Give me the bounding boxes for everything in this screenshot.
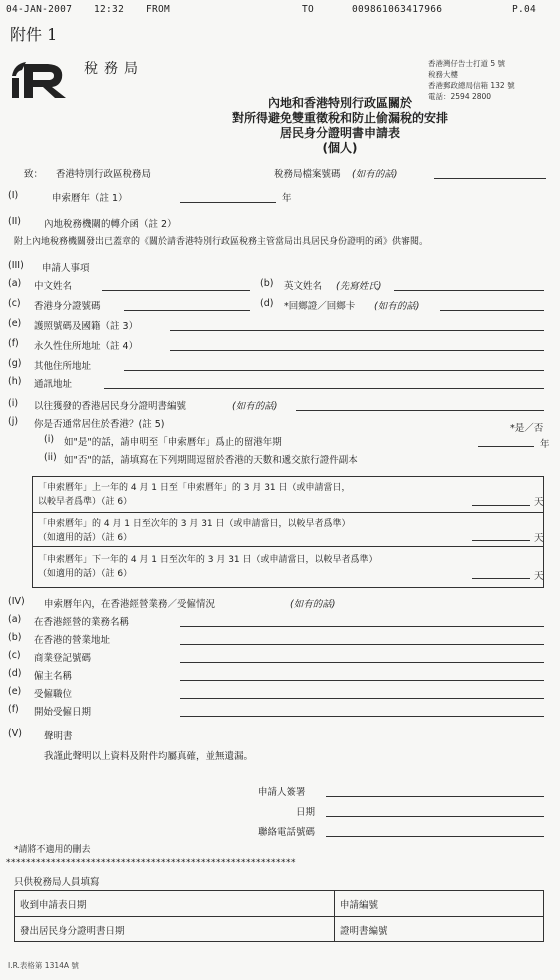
sec1-num: (I) — [8, 190, 19, 201]
item-id: (d) — [8, 668, 22, 679]
hkid-label: 香港身分證號碼 — [34, 301, 101, 312]
item-id: (a) — [8, 614, 22, 625]
sec2-text: 附上內地稅務機關發出已蓋章的《關於請香港特別行政區稅務主管當局出具居民身份證明的函》供審閱。 — [14, 237, 429, 247]
signature-field[interactable] — [326, 796, 544, 797]
item-id: (i) — [44, 434, 55, 445]
phone-label: 聯絡電話號碼 — [258, 827, 316, 838]
title-line: 內地和香港特別行政區關於 — [267, 96, 412, 110]
item-id: (f) — [8, 338, 19, 349]
days-field-2[interactable] — [472, 540, 530, 541]
issue-date-label: 發出居民身分證明書日期 — [20, 926, 125, 937]
residence-years-label: 如"是"的話，請申明至「申索曆年」爲止的留港年期 — [64, 437, 282, 448]
hkid-field[interactable] — [124, 310, 250, 311]
item-id: (ii) — [44, 452, 57, 463]
sec4-note: (如有的話) — [290, 599, 336, 610]
sec2-title: 內地稅務機關的轉介函（註 2） — [44, 219, 177, 230]
days-unit: 天 — [534, 571, 544, 582]
claim-year-field[interactable] — [180, 202, 276, 203]
business-name-label: 在香港經營的業務名稱 — [34, 617, 130, 628]
fax-page: P.04 — [512, 4, 537, 15]
item-id: (c) — [8, 298, 21, 309]
phone-field[interactable] — [326, 836, 544, 837]
ordinarily-resident-label: 你是否通常居住於香港？(註 5) — [34, 419, 165, 430]
table-divider — [32, 546, 544, 547]
days-unit: 天 — [534, 533, 544, 544]
item-id: (e) — [8, 318, 22, 329]
item-id: (a) — [8, 278, 22, 289]
correspondence-address-field[interactable] — [104, 388, 544, 389]
yes-no-option[interactable]: *是／否 — [510, 423, 544, 434]
title-line: (個人) — [322, 141, 358, 155]
date-label: 日期 — [296, 807, 316, 818]
chinese-name-field[interactable] — [102, 290, 250, 291]
item-id: (h) — [8, 376, 22, 387]
case-number-label: 申請編號 — [340, 900, 379, 911]
passport-label: 護照號碼及國籍（註 3） — [34, 321, 139, 332]
position-field[interactable] — [180, 698, 544, 699]
item-id: (c) — [8, 650, 21, 661]
item-id: (f) — [8, 704, 19, 715]
permanent-address-label: 永久性住所地址（註 4） — [34, 341, 139, 352]
business-address-label: 在香港的營業地址 — [34, 635, 111, 646]
sec3-num: (III) — [8, 260, 24, 271]
days-row-label: （如適用的話）（註 6） — [38, 533, 133, 543]
days-row-label: 「申索曆年」的 4 月 1 日至次年的 3 月 31 日（或申請當日，以較早者爲準） — [38, 519, 351, 529]
br-number-field[interactable] — [180, 662, 544, 663]
annex-label: 附件 1 — [10, 25, 58, 44]
fax-from: FROM — [146, 4, 171, 15]
english-name-field[interactable] — [394, 290, 544, 291]
days-in-hk-label: 如"否"的話，請填寫在下列期間逗留於香港的天數和遞交旅行證件副本 — [64, 455, 358, 466]
sec4-title: 申索曆年內，在香港經營業務／受僱情況 — [44, 599, 216, 610]
title-line: 對所得避免雙重徵稅和防止偷漏稅的安排 — [231, 111, 448, 125]
employment-start-label: 開始受僱日期 — [34, 707, 92, 718]
file-no-note: (如有的話) — [352, 169, 398, 180]
residence-years-field[interactable] — [478, 446, 534, 447]
permanent-address-field[interactable] — [170, 350, 544, 351]
home-return-permit-label: *回鄉證／回鄉卡 — [284, 301, 356, 312]
address-line: 稅務大樓 — [428, 70, 458, 79]
cert-number-label: 證明書編號 — [340, 926, 388, 937]
item-id: (b) — [260, 278, 274, 289]
english-name-label: 英文姓名 — [284, 281, 323, 292]
residence-years-suffix: 年 — [540, 439, 550, 450]
br-number-label: 商業登記號碼 — [34, 653, 92, 664]
table-divider — [14, 916, 544, 917]
form-title — [120, 96, 560, 156]
file-no-field[interactable] — [434, 178, 546, 179]
business-name-field[interactable] — [180, 626, 544, 627]
employer-name-field[interactable] — [180, 680, 544, 681]
days-row-label: 「申索曆年」上一年的 4 月 1 日至「申索曆年」的 3 月 31 日（或申請當日， — [38, 483, 351, 493]
days-row-label: 「申索曆年」下一年的 4 月 1 日至次年的 3 月 31 日（或申請當日，以較早者爲準） — [38, 555, 378, 565]
days-field-3[interactable] — [472, 578, 530, 579]
passport-field[interactable] — [170, 330, 544, 331]
sec5-title: 聲明書 — [44, 731, 73, 742]
employer-name-label: 僱主名稱 — [34, 671, 73, 682]
days-unit: 天 — [534, 497, 544, 508]
home-return-permit-field[interactable] — [440, 310, 544, 311]
item-id: (e) — [8, 686, 22, 697]
fax-to: TO — [302, 4, 315, 15]
previous-cert-field[interactable] — [296, 410, 544, 411]
chinese-name-label: 中文姓名 — [34, 281, 73, 292]
previous-cert-note: (如有的話) — [232, 401, 278, 412]
sec2-num: (II) — [8, 216, 22, 227]
english-name-note: (先寫姓氏) — [336, 281, 382, 292]
sec4-num: (IV) — [8, 596, 25, 607]
separator-stars: ********************************************************** — [6, 858, 296, 868]
other-address-label: 其他住所地址 — [34, 361, 92, 372]
sec5-num: (V) — [8, 728, 22, 739]
sec1-suffix: 年 — [282, 193, 292, 204]
received-date-label: 收到申請表日期 — [20, 900, 87, 911]
home-return-permit-note: (如有的話) — [374, 301, 420, 312]
fax-time: 12:32 — [94, 4, 125, 15]
form-number: I.R.表格第 1314A 號 — [8, 961, 79, 970]
employment-start-field[interactable] — [180, 716, 544, 717]
days-field-1[interactable] — [472, 505, 530, 506]
delete-note: *請將不適用的刪去 — [14, 845, 91, 855]
department-name: 稅務局 — [84, 61, 144, 77]
title-line: 居民身分證明書申請表 — [279, 126, 400, 140]
other-address-field[interactable] — [124, 370, 544, 371]
days-row-label: （如適用的話）（註 6） — [38, 569, 133, 579]
sec1-label: 申索曆年（註 1） — [52, 193, 128, 204]
business-address-field[interactable] — [180, 644, 544, 645]
item-id: (j) — [8, 416, 19, 427]
address-line: 電話：2594 2800 — [428, 92, 492, 101]
fax-header — [6, 4, 554, 16]
to-label: 致： — [24, 169, 44, 180]
correspondence-address-label: 通訊地址 — [34, 379, 73, 390]
date-field[interactable] — [326, 816, 544, 817]
address-line: 香港灣仔告士打道 5 號 — [428, 59, 506, 68]
office-use-title: 只供稅務局人員填寫 — [14, 877, 100, 888]
previous-cert-label: 以往獲發的香港居民身分證明書編號 — [34, 401, 187, 412]
fax-date: 04-JAN-2007 — [6, 4, 73, 15]
address-line: 香港郵政總局信箱 132 號 — [428, 81, 515, 90]
table-divider — [32, 512, 544, 513]
item-id: (i) — [8, 398, 19, 409]
item-id: (b) — [8, 632, 22, 643]
days-row-label: 以較早者爲準）（註 6） — [38, 497, 133, 507]
signature-label: 申請人簽署 — [258, 787, 306, 798]
item-id: (d) — [260, 298, 274, 309]
to-value: 香港特別行政區稅務局 — [56, 169, 152, 180]
file-no-label: 稅務局檔案號碼 — [274, 169, 341, 180]
table-divider — [334, 890, 335, 942]
item-id: (g) — [8, 358, 22, 369]
sec3-title: 申請人事項 — [42, 263, 90, 274]
ird-logo-icon — [8, 56, 72, 100]
declaration-text: 我謹此聲明以上資料及附件均屬真確，並無遺漏。 — [44, 751, 254, 762]
fax-number: 009861063417966 — [352, 4, 443, 15]
position-label: 受僱職位 — [34, 689, 73, 700]
